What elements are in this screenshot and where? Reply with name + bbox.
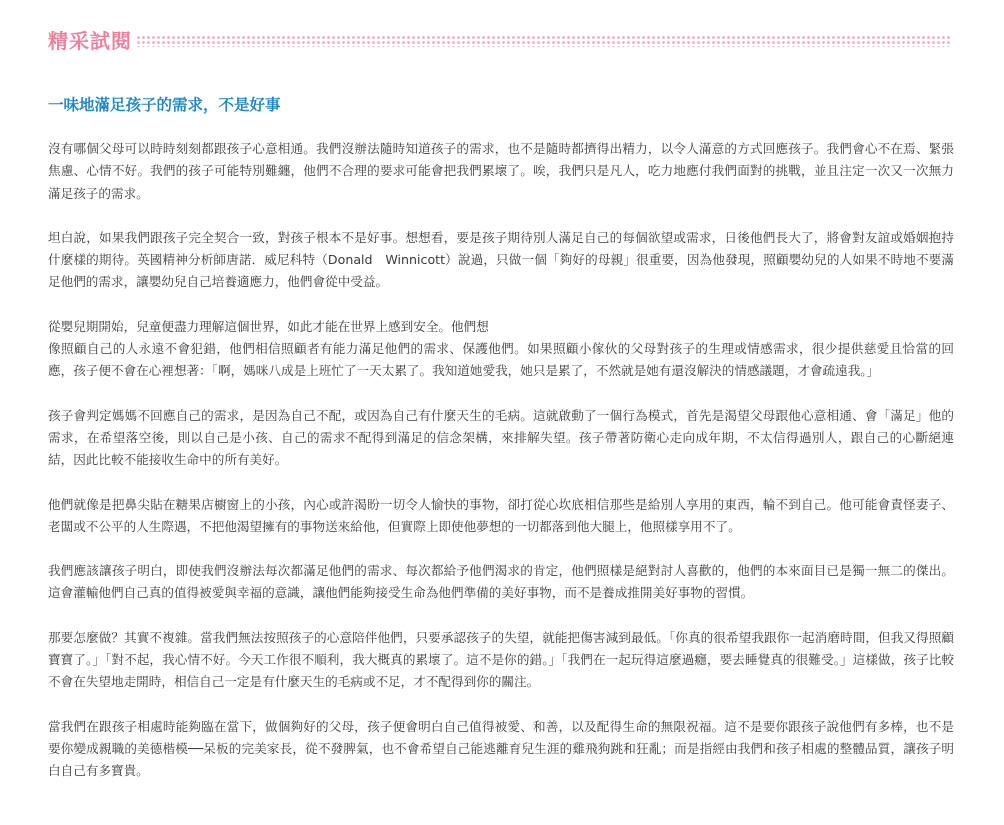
paragraph-line: 像照顧自己的人永遠不會犯錯，他們相信照顧者有能力滿足他們的需求、保護他們。如果照顧小傢伙的父母對孩子的生理或情感需求，很少提供慈愛且恰當的回應，孩子便不會在心裡想著：「啊，媽咪八成是上班忙了一天太累了。我知道她愛我，她只是累了，不然就是她有還沒解決的情感議題，才會疏遠我。」 [48, 341, 954, 379]
paragraph: 我們應該讓孩子明白，即使我們沒辦法每次都滿足他們的需求、每次都給予他們渴求的肯定，他們照樣是絕對討人喜歡的，他們的本來面目已是獨一無二的傑出。這會灌輸他們自己真的值得被愛與幸福的意識，讓他們能夠接受生命為他們準備的美好事物，而不是養成推開美好事物的習慣。 [48, 563, 954, 601]
article-title: 一味地滿足孩子的需求，不是好事 [48, 96, 281, 114]
dotted-divider [136, 35, 952, 47]
paragraph: 那要怎麼做？其實不複雜。當我們無法按照孩子的心意陪伴他們，只要承認孩子的失望，就能把傷害減到最低。「你真的很希望我跟你一起消磨時間，但我又得照顧寶寶了。」「對不起，我心情不好。今天工作很不順利，我大概真的累壞了。這不是你的錯。」「我們在一起玩得這麼過癮，要去睡覺真的很難受。」這樣做，孩子比較不會在失望地走開時，相信自己一定是有什麼天生的毛病或不足，才不配得到你的關注。 [48, 629, 954, 690]
paragraph: 沒有哪個父母可以時時刻刻都跟孩子心意相通。我們沒辦法隨時知道孩子的需求，也不是隨時都擠得出精力，以令人滿意的方式回應孩子。我們會心不在焉、緊張焦慮、心情不好。我們的孩子可能特別難纏，他們不合理的要求可能會把我們累壞了。唉，我們只是凡人，吃力地應付我們面對的挑戰，並且注定一次又一次無力滿足孩子的需求。 [48, 141, 954, 201]
article-body [48, 138, 954, 805]
paragraph [48, 316, 954, 383]
paragraph: 當我們在跟孩子相處時能夠臨在當下，做個夠好的父母，孩子便會明白自己值得被愛、和善，以及配得生命的無限祝福。這不是要你跟孩子說他們有多棒，也不是要你變成親職的美德楷模──呆板的完美家長，從不發脾氣，也不會希望自己能逃離育兒生涯的雞飛狗跳和狂亂；而是指經由我們和孩子相處的整體品質，讓孩子明白自己有多寶貴。 [48, 718, 954, 779]
paragraph-line: 從嬰兒期開始，兒童便盡力理解這個世界，如此才能在世界上感到安全。他們想 [48, 318, 489, 334]
paragraph: 坦白說，如果我們跟孩子完全契合一致，對孩子根本不是好事。想想看，要是孩子期待別人滿足自己的每個欲望或需求，日後他們長大了，將會對友誼或婚姻抱持什麼樣的期待。英國精神分析師唐諾．威尼科特（Donald Winnicott）說過，只做一個「夠好的母親」很重要，因為他發現，照顧嬰幼兒的人如果不時地不要滿足他們的需求，讓嬰幼兒自己培養適應力，他們會從中受益。 [48, 229, 954, 290]
section-title: 精采試閱 [48, 28, 132, 53]
section-header [48, 24, 952, 54]
paragraph: 孩子會判定媽媽不回應自己的需求，是因為自己不配，或因為自己有什麼天生的毛病。這就啟動了一個行為模式，首先是渴望父母跟他心意相通、會「滿足」他的需求，在希望落空後，則以自己是小孩、自己的需求不配得到滿足的信念架構，來排解失望。孩子帶著防衛心走向成年期，不太信得過別人，跟自己的心斷絕連結，因此比較不能接收生命中的所有美好。 [48, 407, 954, 468]
paragraph: 他們就像是把鼻尖貼在糖果店櫥窗上的小孩，內心或許渴盼一切令人愉快的事物，卻打從心坎底相信那些是給別人享用的東西，輪不到自己。他可能會責怪妻子、老闆或不公平的人生際遇，不把他渴望擁有的事物送來給他，但實際上即使他夢想的一切都落到他大腿上，他照樣享用不了。 [48, 496, 954, 534]
